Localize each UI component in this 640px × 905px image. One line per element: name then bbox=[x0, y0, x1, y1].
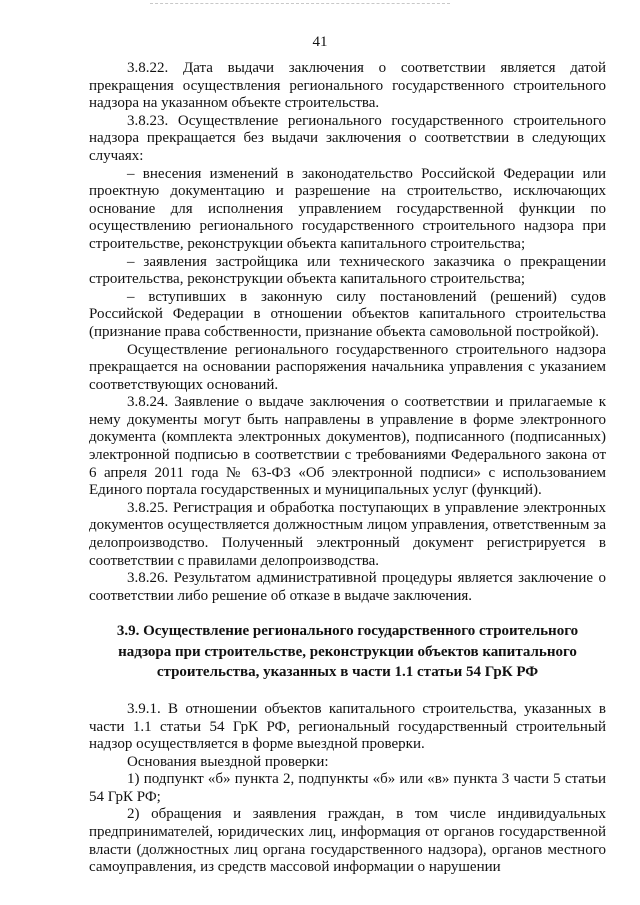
paragraph-3-9-1: 3.9.1. В отношении объектов капитального строительства, указанных в части 1.1 статьи 54 ГрК РФ, региональный государственный строительный надзор осуществляется в форме выездной проверки. bbox=[89, 700, 606, 753]
section-heading-3-9: 3.9. Осуществление регионального государственного строительного надзора при строительстве, реконструкции объектов капитального строительства, указанных в части 1.1 статьи 54 ГрК РФ bbox=[116, 623, 579, 681]
paragraph-3-8-25: 3.8.25. Регистрация и обработка поступающих в управление электронных документов осуществляется должностным лицом управления, ответственным за делопроизводство. Полученный электронный документ регистрируется в соответствии с правилами делопроизводства. bbox=[89, 499, 606, 569]
paragraph-inspection-grounds: Основания выездной проверки: bbox=[127, 753, 329, 770]
paragraph-3-8-23: 3.8.23. Осуществление регионального государственного строительного надзора прекращается без выдачи заключения о соответствии в следующих случаях: bbox=[89, 112, 606, 164]
document-body bbox=[89, 60, 606, 877]
paragraph-3-8-22: 3.8.22. Дата выдачи заключения о соответствии является датой прекращения осуществления регионального государственного строительного надзора на указанном объекте строительства. bbox=[89, 60, 606, 112]
list-item-legislation-change: – внесения изменений в законодательство Российской Федерации или проектную документацию и разрешение на строительство, исключающих основание для исполнения управлением государственной функции по осуществлению регионального государственного строительного надзора при строительстве, реконструкции объекта капитального строительства; bbox=[89, 165, 606, 252]
page-number: 41 bbox=[312, 34, 328, 50]
list-item-developer-statement: – заявления застройщика или технического заказчика о прекращении строительства, реконструкции объекта капитального строительства; bbox=[89, 253, 606, 288]
list-item-ground-2: 2) обращения и заявления граждан, в том числе индивидуальных предпринимателей, юридических лиц, информация от органов государственной власти (должностных лиц органа государственного надзора), органов местного самоуправления, из средств массовой информации о нарушении bbox=[89, 806, 606, 876]
paragraph-3-8-26: 3.8.26. Результатом административной процедуры является заключение о соответствии либо решение об отказе в выдаче заключения. bbox=[89, 570, 606, 604]
paragraph-termination-basis: Осуществление регионального государственного строительного надзора прекращается на основании распоряжения начальника управления с указанием соответствующих оснований. bbox=[89, 341, 606, 393]
list-item-ground-1: 1) подпункт «б» пункта 2, подпункты «б» или «в» пункта 3 части 5 статьи 54 ГрК РФ; bbox=[89, 771, 606, 805]
list-item-court-decisions: – вступивших в законную силу постановлений (решений) судов Российской Федерации в отношении объектов капитального строительства (признание права собственности, признание объекта самовольной постройкой). bbox=[89, 288, 606, 340]
scan-top-edge bbox=[150, 3, 450, 4]
paragraph-3-8-24: 3.8.24. Заявление о выдаче заключения о соответствии и прилагаемые к нему документы могут быть направлены в управление в форме электронного документа (комплекта электронных документов), подписанного (подписанных) электронной подписью в соответствии с требованиями Федерального закона от 6 апреля 2011 года № 63-ФЗ «Об электронной подписи» с использованием Единого портала государственных и муниципальных услуг (функций). bbox=[89, 394, 606, 499]
